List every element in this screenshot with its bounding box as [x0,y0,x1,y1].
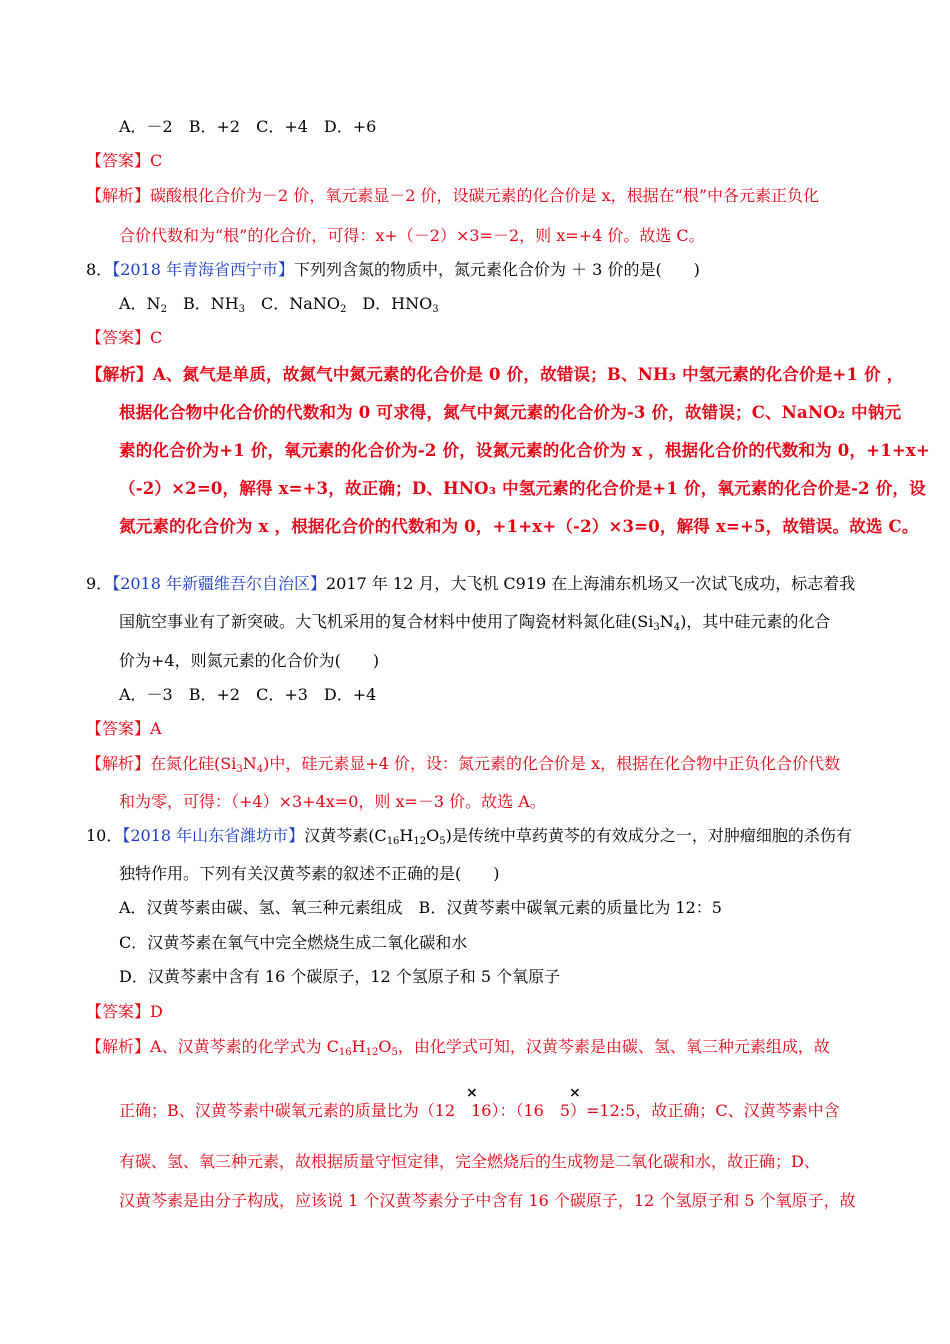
stem-text: )，其中硅元素的化合 [680,612,831,631]
q8-analysis-line-3: 素的化合价为+1 价，氧元素的化合价为-2 价，设氮元素的化合价为 x ，根据化合价的代数和为 0，+1+x+ [119,441,930,460]
subscript: 3 [432,304,439,315]
q10-analysis-line-4: 汉黄芩素是由分子构成，应该说 1 个汉黄芩素分子中含有 16 个碳原子，12 个氢原子和 5 个氧原子，故 [119,1191,856,1210]
analysis-tag: 【解析】 [86,365,153,384]
subscript: 12 [413,836,427,847]
subscript: 2 [160,304,167,315]
q10-analysis-line-1 [86,1036,830,1058]
q10-option-c: C．汉黄芩素在氧气中完全燃烧生成二氧化碳和水 [119,933,468,952]
subscript: 12 [365,1047,379,1058]
subscript: 3 [238,304,246,315]
times-mark-2: × [569,1085,581,1101]
q7-analysis-line-1 [86,185,819,207]
q9-answer-line [86,718,162,740]
answer-tag: 【答案】 [86,328,151,347]
answer-tag: 【答案】 [86,719,151,738]
question-number: 10． [86,826,123,845]
subscript: 3 [236,764,243,775]
q10-stem-line-1 [86,825,852,847]
q9-analysis-line-2: 和为零，可得：（+4）×3+4x=0，则 x=－3 价。故选 A。 [119,792,546,811]
q9-analysis-line-1 [86,753,840,775]
option-c: C．NaNO [245,294,340,313]
q9-stem-line-3: 价为+4，则氮元素的化合价为( ) [119,651,380,670]
q9-stem-line-2 [119,611,830,633]
question-stem: 下列列含氮的物质中，氮元素化合价为 ＋ 3 价的是( ) [294,260,700,279]
question-source: 【2018 年山东省潍坊市】 [122,826,305,845]
answer-value: A [150,719,162,738]
subscript: 16 [338,1047,352,1058]
analysis-text: 在氮化硅(Si [150,754,237,773]
stem-text: O [426,826,440,845]
q8-analysis-line-1 [86,364,903,386]
subscript: 3 [653,622,660,633]
q8-options [119,293,439,315]
question-number: 9． [86,574,113,593]
analysis-text: A、氮气是单质，故氮气中氮元素的化合价是 0 价，故错误；B、NH₃ 中氢元素的化合价是+1 价 ， [152,365,904,384]
q9-options: A．－3 B．+2 C．+3 D．+4 [119,685,377,704]
subscript: 2 [339,304,347,315]
q10-answer-line [86,1001,163,1023]
answer-tag: 【答案】 [86,1002,151,1021]
question-number: 8． [86,260,113,279]
subscript: 4 [673,622,681,633]
q10-stem-line-2: 独特作用。下列有关汉黄芩素的叙述不正确的是( ) [119,864,500,883]
analysis-text: A、汉黄芩素的化学式为 C [150,1037,339,1056]
q10-option-d: D．汉黄芩素中含有 16 个碳原子，12 个氢原子和 5 个氧原子 [119,967,561,986]
question-source: 【2018 年青海省西宁市】 [112,260,294,279]
analysis-text: N [242,754,257,773]
analysis-tag: 【解析】 [86,1037,151,1056]
analysis-text: O [378,1037,392,1056]
q7-analysis-line-2: 合价代数和为“根”的化合价，可得：x+（－2）×3=－2，则 x=+4 价。故选 C。 [119,226,705,245]
q7-options: A．－2 B．+2 C．+4 D．+6 [119,117,377,136]
analysis-tag: 【解析】 [86,186,151,205]
answer-tag: 【答案】 [86,151,151,170]
stem-text: 国航空事业有了新突破。大飞机采用的复合材料中使用了陶瓷材料氮化硅(Si [119,612,654,631]
q8-stem [86,259,700,281]
stem-text: )是传统中草药黄芩的有效成分之一，对肿瘤细胞的杀伤有 [445,826,852,845]
option-b: B．NH [166,294,239,313]
stem-text: 汉黄芩素(C [304,826,387,845]
q10-analysis-line-3: 有碳、氢、氧三种元素，故根据质量守恒定律，完全燃烧后的生成物是二氧化碳和水，故正确；D、 [119,1152,820,1171]
stem-text: H [399,826,414,845]
q8-answer-line [86,327,162,349]
q8-analysis-line-5: 氮元素的化合价为 x ，根据化合价的代数和为 0，+1+x+（-2）×3=0，解得 x=+5，故错误。故选 C。 [119,517,919,536]
analysis-text: ，由化学式可知，汉黄芩素是由碳、氢、氧三种元素组成，故 [397,1037,830,1056]
question-source: 【2018 年新疆维吾尔自治区】 [112,574,326,593]
analysis-text: 碳酸根化合价为－2 价，氧元素显－2 价，设碳元素的化合价是 x，根据在“根”中各元素正负化 [150,186,820,205]
analysis-text: )中，硅元素显+4 价，设：氮元素的化合价是 x，根据在化合物中正负化合价代数 [263,754,841,773]
analysis-text: H [351,1037,366,1056]
q10-options-ab: A．汉黄芩素由碳、氢、氧三种元素组成 B．汉黄芩素中碳氧元素的质量比为 12：5 [119,898,722,917]
subscript: 4 [256,764,264,775]
q8-analysis-line-2: 根据化合物中化合价的代数和为 0 可求得，氮气中氮元素的化合价为-3 价，故错误；C、NaNO₂ 中钠元 [119,403,902,422]
answer-value: C [150,151,163,170]
question-stem: 2017 年 12 月，大飞机 C919 在上海浦东机场又一次试飞成功，标志着我 [326,574,856,593]
option-a: A．N [119,294,161,313]
q8-analysis-line-4: （-2）×2=0，解得 x=+3，故正确；D、HNO₃ 中氢元素的化合价是+1 价，氧元素的化合价是-2 价，设 [119,479,926,498]
stem-text: N [659,612,674,631]
answer-value: C [150,328,163,347]
answer-value: D [150,1002,163,1021]
times-mark-1: × [466,1085,478,1101]
option-d: D．HNO [346,294,433,313]
subscript: 16 [386,836,400,847]
q9-stem-line-1 [86,573,855,595]
q10-analysis-line-2: 正确；B、汉黄芩素中碳氧元素的质量比为（12 16）：（16 5）=12:5，故正确；C、汉黄芩素中含 [119,1101,840,1120]
subscript: 5 [391,1047,398,1058]
subscript: 5 [439,836,446,847]
q7-answer-line [86,150,162,172]
analysis-tag: 【解析】 [86,754,151,773]
